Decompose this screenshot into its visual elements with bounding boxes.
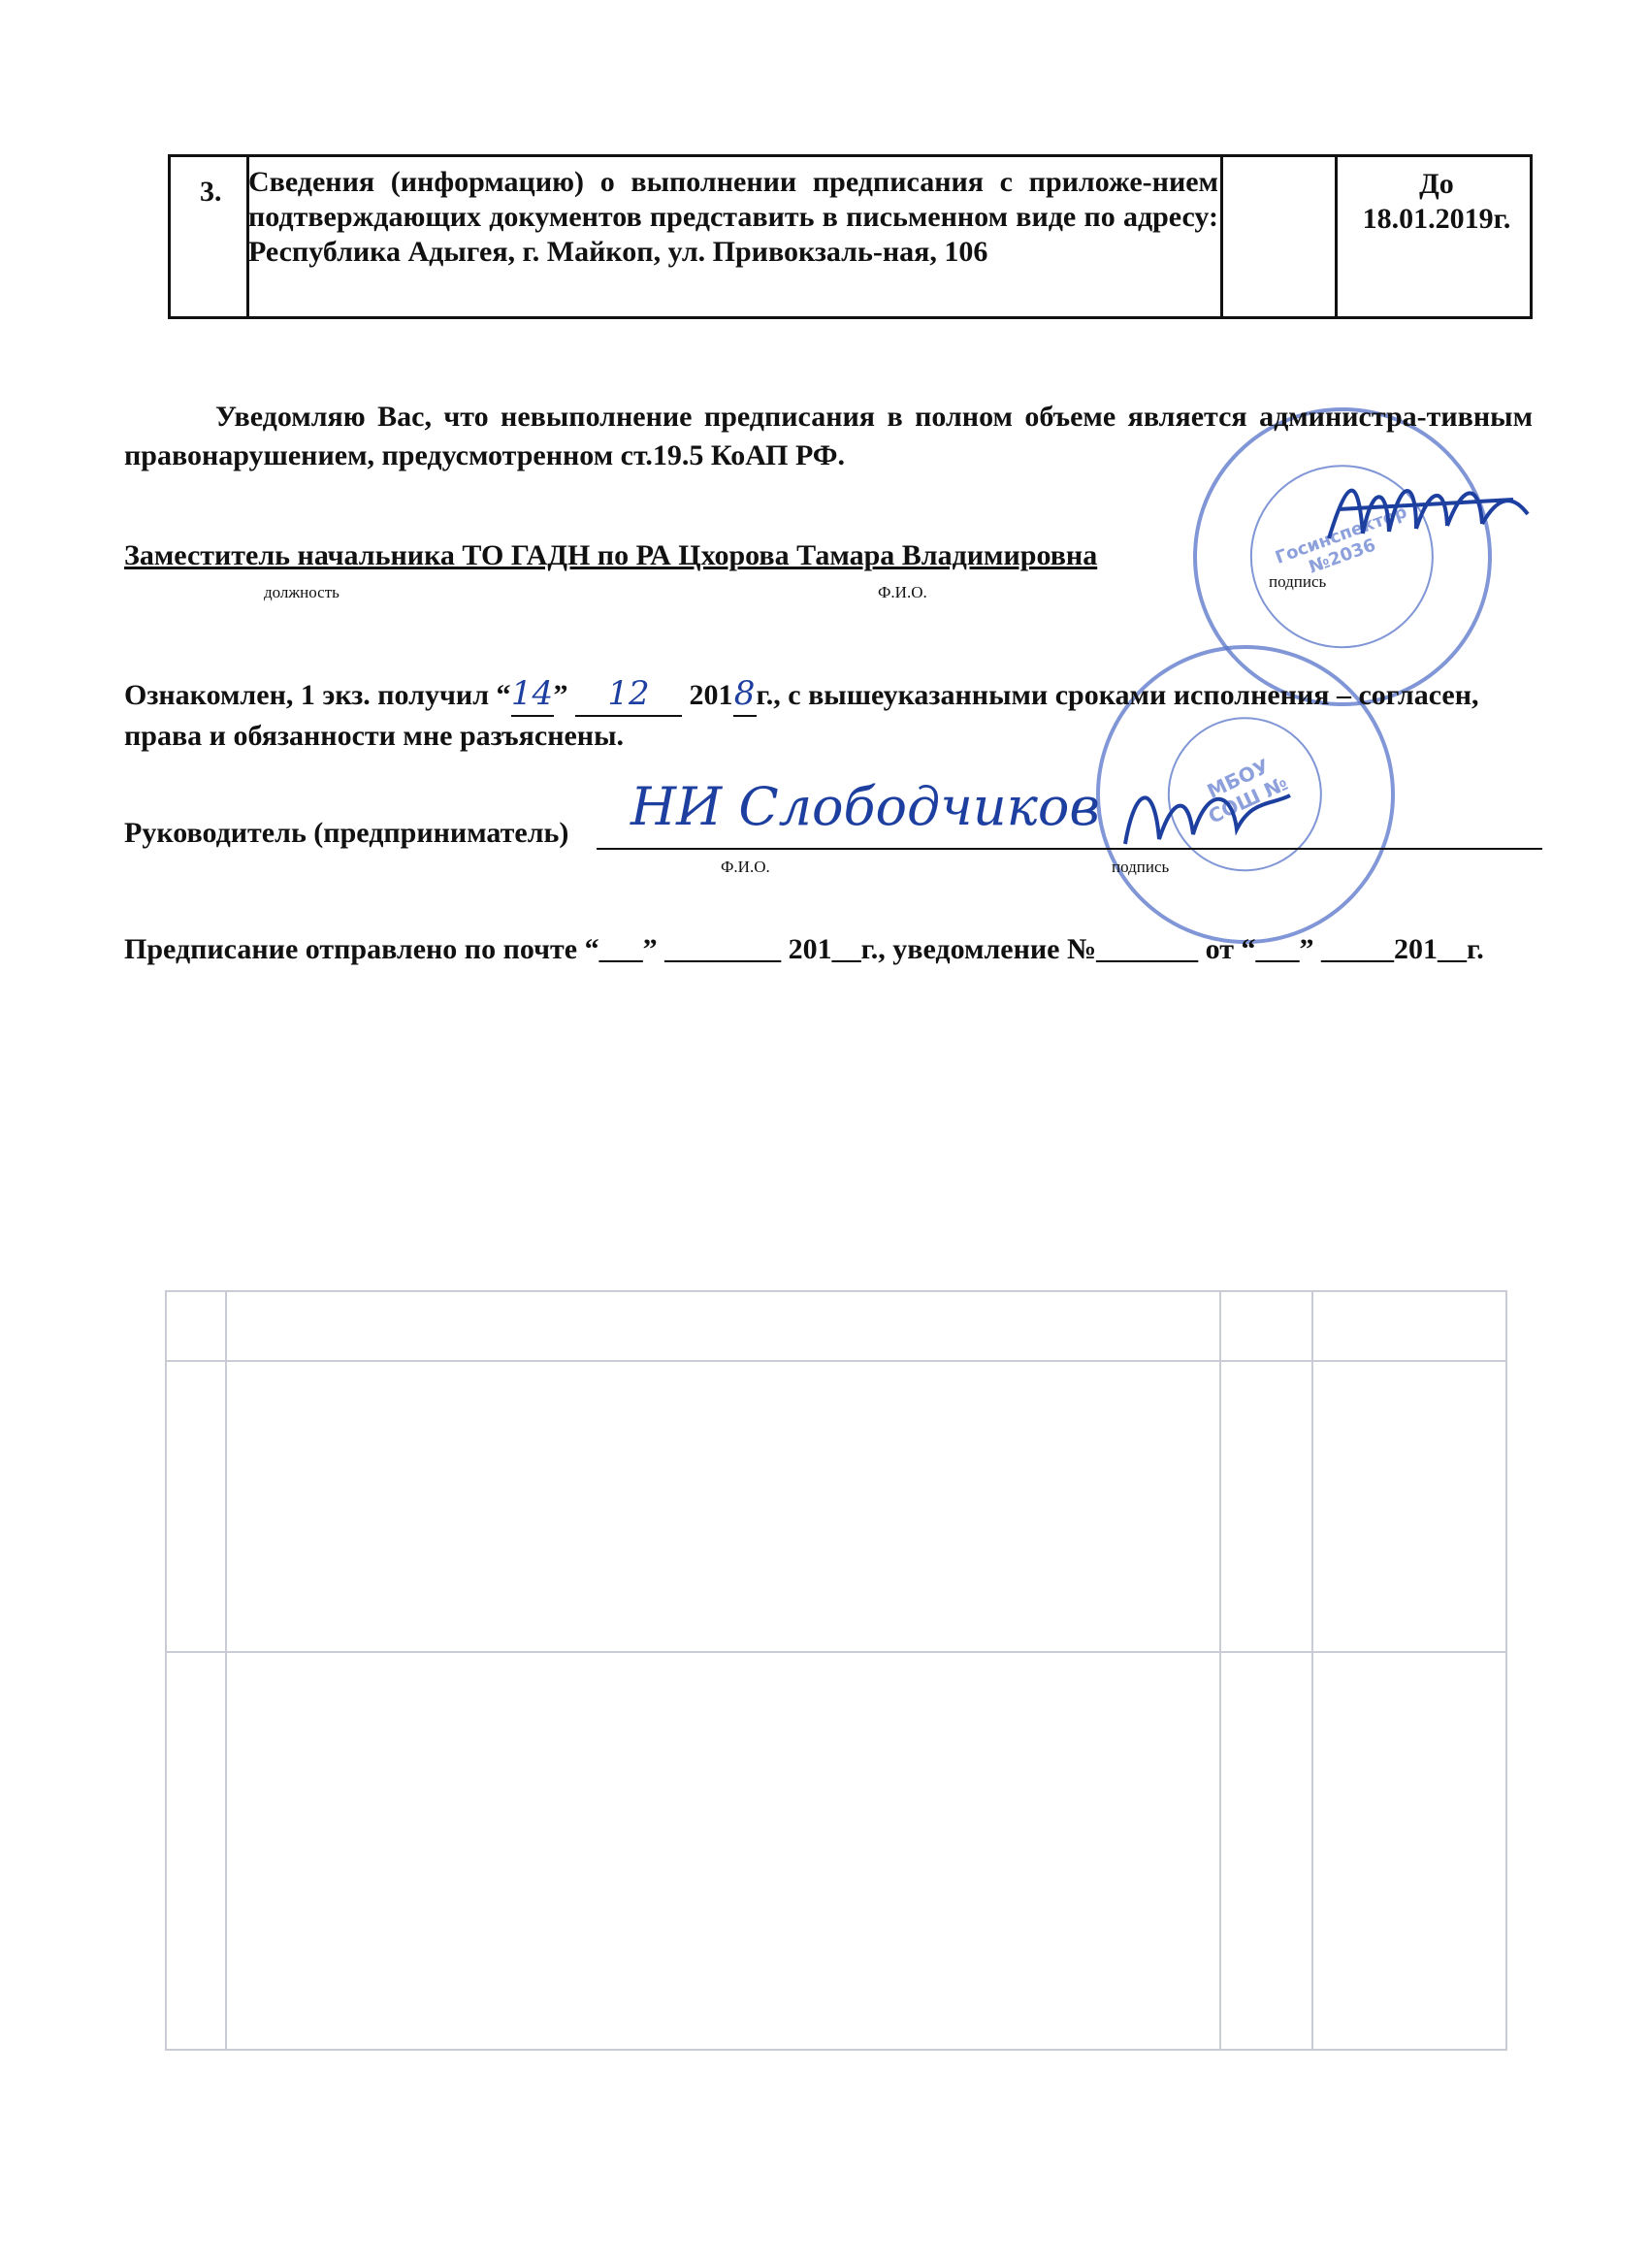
ack-prefix: Ознакомлен, 1 экз. получил “ [124,679,511,711]
caption-position: должность [264,583,340,601]
school-stamp-center: МБОУ СОШ № [1203,754,1292,828]
head-label: Руководитель (предприниматель) [124,817,569,849]
bleed-through-text [141,970,1479,1009]
official-line: Заместитель начальника ТО ГАДН по РА Цхорова Тамара Владимировна [124,539,1098,571]
ack-year-prefix: 201 [689,679,733,711]
head-handwritten-name: НИ Слободчиков [630,776,1100,837]
deadline-label: До [1419,168,1454,200]
inspector-stamp-center: Госинспектор №2036 [1272,502,1410,578]
caption-name: Ф.И.О. [878,583,927,601]
acknowledgment-line-2: права и обязанности мне разъяснены. [124,720,625,752]
row-deadline [1344,167,1529,237]
deadline-date: 18.01.2019г. [1362,203,1511,235]
acknowledgment [124,674,1540,756]
head-caption-name: Ф.И.О. [721,858,770,876]
caption-signature: подпись [1269,572,1327,591]
notice-paragraph [124,398,1533,475]
prescription-table-row [168,154,1533,319]
row-number: 3. [200,176,222,208]
ack-quote: ” [553,679,568,711]
head-caption-signature: подпись [1112,858,1170,876]
notice-text: Уведомляю Вас, что невыполнение предписания в полном объеме является администра-тивным правонарушением, предусмотренном ст.19.5 КоАП РФ. [124,401,1533,471]
ack-month: 12 [607,674,650,713]
bleed-through-table [165,1290,1507,2051]
ack-suffix: г., с вышеуказанными сроками исполнения – согласен, [756,679,1479,711]
ack-day: 14 [510,674,554,713]
sent-by-post-line: Предписание отправлено по почте “___” ________ 201__г., уведомление №_______ от “___” _____201__г. [124,933,1484,965]
ack-year-digit: 8 [733,674,756,713]
head-signature-line [597,848,1542,850]
row-text: Сведения (информацию) о выполнении предписания с приложе-нием подтверждающих документов представить в письменном виде по адресу: Республика Адыгея, г. Майкоп, ул. Привокзаль-ная, 106 [248,166,1218,268]
acknowledgment-line-1 [124,674,1540,717]
